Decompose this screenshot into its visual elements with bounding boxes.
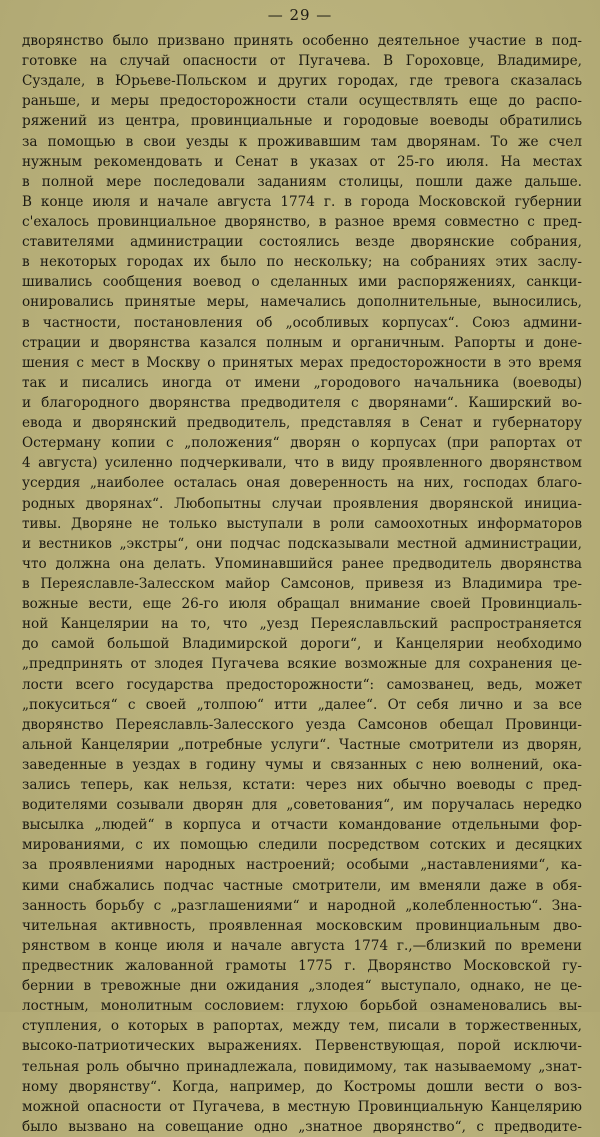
text-line: за проявлениями народных настроений; особыми „наставлениями“, ка- bbox=[22, 857, 582, 874]
text-line: лости всего государства предосторожности“: самозванец, ведь, может bbox=[22, 676, 582, 693]
text-line: рянством в конце июля и начале августа 1774 г.,—близкий по времени bbox=[22, 937, 582, 954]
text-line: высоко-патриотических выражениях. Первенствующая, порой исключи- bbox=[22, 1038, 582, 1055]
text-line: шения с мест в Москву о принятых мерах предосторожности в это время bbox=[22, 354, 582, 371]
text-line: занность борьбу с „разглашениями“ и народной „колебленностью“. Зна- bbox=[22, 897, 582, 914]
text-line: в некоторых городах их было по нескольку; на собраниях этих заслу- bbox=[22, 254, 582, 271]
text-line: Суздале, в Юрьеве-Польском и других городах, где тревога сказалась bbox=[22, 73, 582, 90]
text-line: ной Канцелярии на то, что „уезд Переяславльский распространяется bbox=[22, 616, 582, 633]
text-line: было вызвано на совещание одно „знатное дворянство“, с предводите- bbox=[22, 1118, 582, 1135]
text-line: лостным, монолитным сословием: глухою борьбой ознаменовались вы- bbox=[22, 998, 582, 1015]
text-line: ставителями администрации состоялись везде дворянские собрания, bbox=[22, 234, 582, 251]
text-line: что должна она делать. Упоминавшийся ранее предводитель дворянства bbox=[22, 555, 582, 572]
text-line: страции и дворянства казался полным и органичным. Рапорты и доне- bbox=[22, 334, 582, 351]
text-line: заведенные в уездах в годину чумы и связанных с нею волнений, ока- bbox=[22, 756, 582, 773]
text-line: высылка „людей“ в корпуса и отчасти командование отдельными фор- bbox=[22, 817, 582, 834]
body-text bbox=[22, 31, 582, 1137]
text-line: шивались сообщения воевод о сделанных ими распоряжениях, санкци- bbox=[22, 274, 582, 291]
text-line: „предпринять от злодея Пугачева всякие возможные для сохранения це- bbox=[22, 656, 582, 673]
text-line: кими снабжались подчас частные смотрители, им вменяли даже в обя- bbox=[22, 877, 582, 894]
text-line: предвестник жалованной грамоты 1775 г. Дворянство Московской гу- bbox=[22, 958, 582, 975]
text-line: Остерману копии с „положения“ дворян о корпусах (при рапортах от bbox=[22, 435, 582, 452]
text-line: водителями созывали дворян для „советования“, им поручалась нередко bbox=[22, 797, 582, 814]
text-line: можной опасности от Пугачева, в местную Провинциальную Канцелярию bbox=[22, 1098, 582, 1115]
text-line: так и писались иногда от имени „городового начальника (воеводы) bbox=[22, 374, 582, 391]
text-line: раньше, и меры предосторожности стали осуществлять еще до распо- bbox=[22, 93, 582, 110]
text-line: мированиями, с их помощью следили посредством сотских и десяцких bbox=[22, 837, 582, 854]
text-line: и благородного дворянства предводителя с дворянами“. Каширский во- bbox=[22, 394, 582, 411]
text-line: дворянство было призвано принять особенно деятельное участие в под- bbox=[22, 33, 582, 49]
text-line: тивы. Дворяне не только выступали в роли самоохотных информаторов bbox=[22, 515, 582, 532]
text-line: усердия „наиболее осталась оная доверенность на них, господах благо- bbox=[22, 475, 582, 492]
text-line: альной Канцелярии „потребные услуги“. Частные смотрители из дворян, bbox=[22, 736, 582, 753]
text-line: евода и дворянский предводитель, представляя в Сенат и губернатору bbox=[22, 415, 582, 432]
text-line: и вестников „экстры“, они подчас подсказывали местной администрации, bbox=[22, 535, 582, 552]
page-number: — 29 — bbox=[267, 6, 333, 24]
text-line: до самой большой Владимирской дороги“, и Канцелярии необходимо bbox=[22, 636, 582, 653]
text-line: готовке на случай опасности от Пугачева. В Гороховце, Владимире, bbox=[22, 53, 582, 70]
text-line: нужным рекомендовать и Сенат в указах от 25-го июля. На местах bbox=[22, 153, 582, 170]
text-line: бернии в тревожные дни ожидания „злодея“ выступало, однако, не це- bbox=[22, 978, 582, 995]
text-line: родных дворянах“. Любопытны случаи проявления дворянской инициа- bbox=[22, 495, 582, 512]
text-line: тельная роль обычно принадлежала, повидимому, так называемому „знат- bbox=[22, 1058, 582, 1075]
text-line: 4 августа) усиленно подчеркивали, что в виду проявленного дворянством bbox=[22, 455, 582, 472]
text-line: дворянство Переяславль-Залесского уезда Самсонов обещал Провинци- bbox=[22, 716, 582, 733]
text-line: ряжений из центра, провинциальные и городовые воеводы обратились bbox=[22, 113, 582, 130]
text-line: В конце июля и начале августа 1774 г. в города Московской губернии bbox=[22, 193, 582, 210]
text-line: онировались принятые меры, намечались дополнительные, выносились, bbox=[22, 294, 582, 311]
text-line: с'ехалось провинциальное дворянство, в разное время совместно с пред- bbox=[22, 213, 582, 230]
text-line: зались теперь, как нельзя, кстати: через них обычно воеводы с пред- bbox=[22, 777, 582, 794]
text-line: ступления, о которых в рапортах, между тем, писали в торжественных, bbox=[22, 1018, 582, 1035]
text-line: ному дворянству“. Когда, например, до Костромы дошли вести о воз- bbox=[22, 1078, 582, 1095]
text-line: в Переяславле-Залесском майор Самсонов, привезя из Владимира тре- bbox=[22, 575, 582, 592]
text-line: „покуситься“ с своей „толпою“ итти „далее“. От себя лично и за все bbox=[22, 696, 582, 713]
text-line: вожные вести, еще 26-го июля обращал внимание своей Провинциаль- bbox=[22, 596, 582, 613]
text-line: в частности, постановления об „особливых корпусах“. Союз админи- bbox=[22, 314, 582, 331]
text-line: в полной мере последовали заданиям столицы, пошли даже дальше. bbox=[22, 173, 582, 190]
text-line: за помощью в свои уезды к проживавшим там дворянам. То же счел bbox=[22, 133, 582, 150]
text-line: чительная активность, проявленная московским провинциальным дво- bbox=[22, 917, 582, 934]
